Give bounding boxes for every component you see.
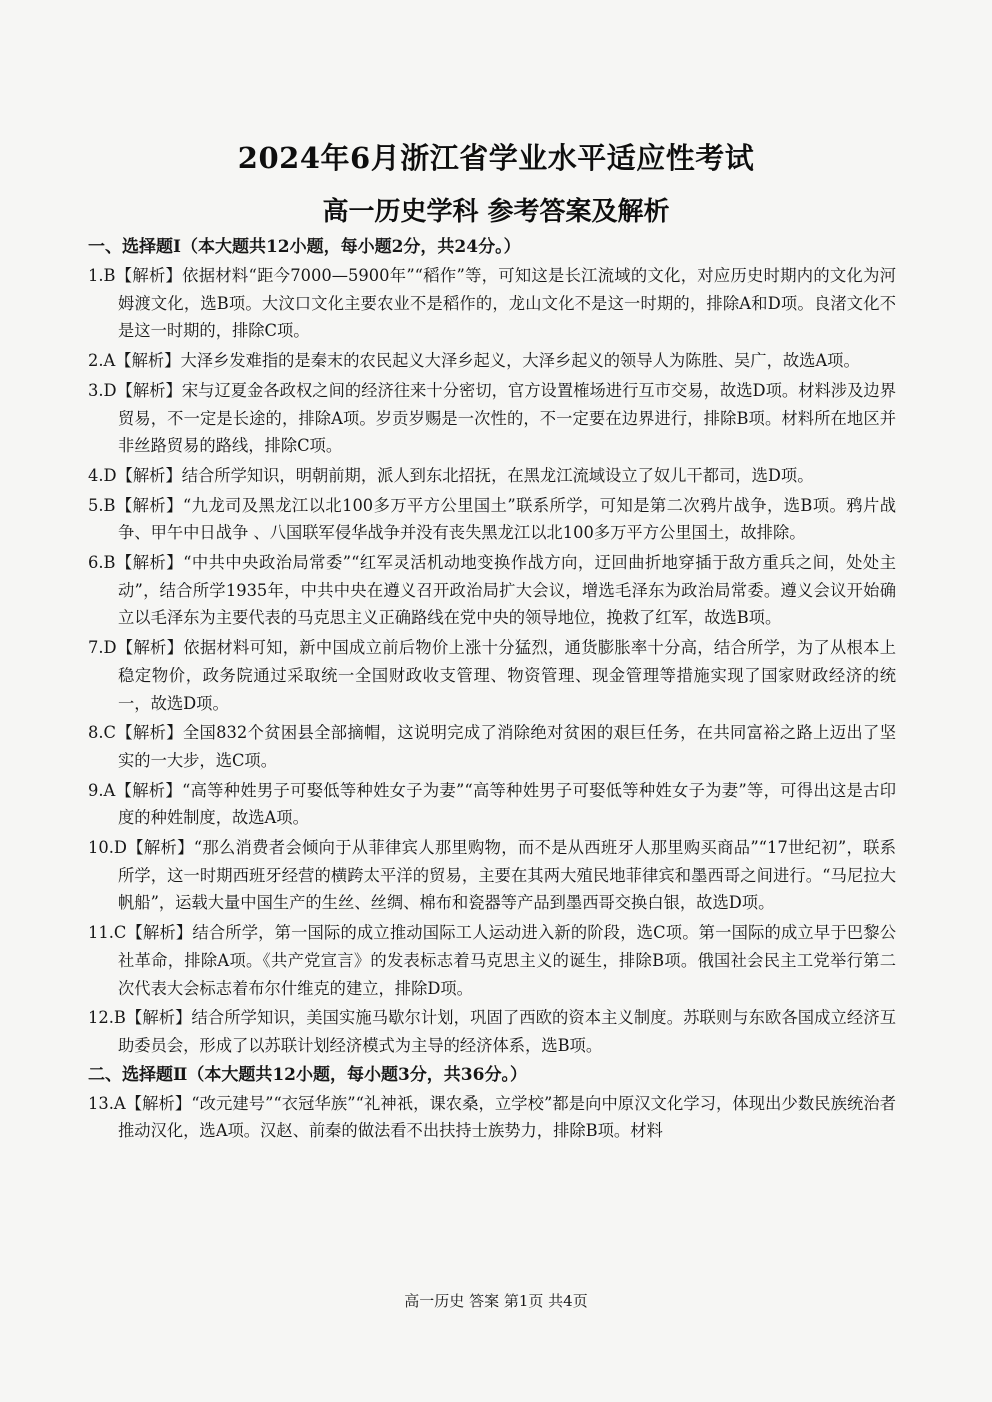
answer-tag: 【解析】 (116, 465, 182, 485)
answer-tag: 【解析】 (126, 923, 193, 943)
answer-text: 依据材料“距今7000—5900年”“稻作”等，可知这是长江流域的文化，对应历史时期内的文化为河姆渡文化，选B项。大汶口文化主要农业不是稻作的，龙山文化不是这一时期的，排除A和D项。良渚文化不是这一时期的，排除C项。 (118, 266, 896, 341)
answer-num: 4.D (88, 465, 117, 485)
answer-tag: 【解析】 (115, 351, 181, 371)
answer-text: “那么消费者会倾向于从菲律宾人那里购物，而不是从西班牙人那里购买商品”“17世纪初”，联系所学，这一时期西班牙经营的横跨太平洋的贸易，主要在其两大殖民地菲律宾和墨西哥之间进行。“马尼拉大帆船”，运载大量中国生产的生丝、丝绸、棉布和瓷器等产品到墨西哥交换白银，故选D项。 (118, 838, 896, 913)
answer-item (88, 834, 896, 917)
section-heading: 二、选择题Ⅱ（本大题共12小题，每小题3分，共36分。） (88, 1064, 527, 1085)
page-title: 2024年6月浙江省学业水平适应性考试 (237, 141, 755, 175)
answer-num: 1.B (88, 266, 116, 285)
answer-num: 8.C (88, 723, 116, 743)
answer-text: 大泽乡发难指的是秦末的农民起义大泽乡起义，大泽乡起义的领导人为陈胜、吴广，故选A项。 (180, 351, 860, 371)
answer-tag: 【解析】 (126, 838, 194, 858)
answer-num: 12.B (88, 1008, 126, 1028)
page-subtitle: 高一历史学科 参考答案及解析 (322, 197, 670, 227)
answer-text: 结合所学知识，明朝前期，派人到东北招抚，在黑龙江流域设立了奴儿干都司，选D项。 (181, 465, 814, 485)
answer-item (88, 492, 896, 547)
answer-text: “中共中央政治局常委”“红军灵活机动地变换作战方向，迂回曲折地穿插于敌方重兵之间，处处主动”，结合所学1935年，中共中央在遵义召开政治局扩大会议，增选毛泽东为政治局常委。遵义会议开始确立以毛泽东为主要代表的马克思主义正确路线在党中央的领导地位，挽救了红军，故选B项。 (118, 553, 896, 628)
answer-num: 9.A (88, 780, 116, 800)
answer-num: 3.D (88, 380, 117, 400)
answer-text: 依据材料可知，新中国成立前后物价上涨十分猛烈，通货膨胀率十分高，结合所学，为了从根本上稳定物价，政务院通过采取统一全国财政收支管理、物资管理、现金管理等措施实现了国家财政经济的统一，故选D项。 (118, 638, 896, 713)
answer-item (88, 919, 896, 1002)
answer-num: 7.D (88, 638, 117, 658)
answer-content (88, 234, 896, 1147)
answer-item (88, 1090, 896, 1145)
answer-text: 结合所学，第一国际的成立推动国际工人运动进入新的阶段，选C项。第一国际的成立早于巴黎公社革命，排除A项。《共产党宣言》的发表标志着马克思主义的诞生，排除B项。俄国社会民主工党举行第二次代表大会标志着布尔什维克的建立，排除D项。 (118, 923, 896, 998)
answer-num: 10.D (88, 838, 127, 858)
answer-text: “高等种姓男子可娶低等种姓女子为妻”“高等种姓男子可娶低等种姓女子为妻”等，可得出这是古印度的种姓制度，故选A项。 (118, 780, 896, 828)
answer-item (88, 377, 896, 460)
answer-text: 宋与辽夏金各政权之间的经济往来十分密切，官方设置榷场进行互市交易，故选D项。材料涉及边界贸易，不一定是长途的，排除A项。岁贡岁赐是一次性的，不一定要在边界进行，排除B项。材料所在地区并非丝路贸易的路线，排除C项。 (118, 380, 896, 456)
answer-tag: 【解析】 (115, 780, 182, 800)
answer-text: 全国832个贫困县全部摘帽，这说明完成了消除绝对贫困的艰巨任务，在共同富裕之路上迈出了坚实的一大步，选C项。 (118, 723, 896, 770)
answer-text: 结合所学知识，美国实施马歇尔计划，巩固了西欧的资本主义制度。苏联则与东欧各国成立经济互助委员会，形成了以苏联计划经济模式为主导的经济体系，选B项。 (118, 1008, 896, 1055)
answer-item (88, 262, 896, 345)
answer-num: 5.B (88, 495, 116, 515)
answer-tag: 【解析】 (125, 1008, 192, 1028)
answer-num: 2.A (88, 351, 116, 371)
answer-item (88, 634, 896, 717)
answer-tag: 【解析】 (116, 380, 182, 400)
answer-num: 13.A (88, 1093, 126, 1113)
section-heading: 一、选择题Ⅰ（本大题共12小题，每小题2分，共24分。） (88, 237, 521, 257)
answer-item (88, 1004, 896, 1059)
answer-item (88, 347, 896, 375)
answer-num: 11.C (88, 923, 127, 943)
answer-item (88, 777, 896, 832)
answer-item (88, 549, 896, 632)
answer-tag: 【解析】 (115, 495, 183, 515)
page-footer: 高一历史 答案 第1页 共4页 (404, 1292, 588, 1310)
answer-tag: 【解析】 (116, 638, 184, 658)
answer-num: 6.B (88, 553, 116, 573)
answer-text: “改元建号”“衣冠华族”“礼神祇，课农桑，立学校”都是向中原汉文化学习，体现出少数民族统治者推动汉化，选A项。汉赵、前秦的做法看不出扶持士族势力，排除B项。材料 (118, 1093, 896, 1141)
answer-tag: 【解析】 (115, 553, 184, 573)
answer-item (88, 719, 896, 774)
answer-tag: 【解析】 (116, 723, 183, 743)
answer-text: “九龙司及黑龙江以北100多万平方公里国土”联系所学，可知是第二次鸦片战争，选B项。鸦片战争、甲午中日战争 、八国联军侵华战争并没有丧失黑龙江以北100多万平方公里国土，故排除。 (118, 495, 896, 543)
answer-tag: 【解析】 (125, 1093, 192, 1113)
answer-tag: 【解析】 (115, 266, 183, 285)
answer-item (88, 462, 896, 490)
